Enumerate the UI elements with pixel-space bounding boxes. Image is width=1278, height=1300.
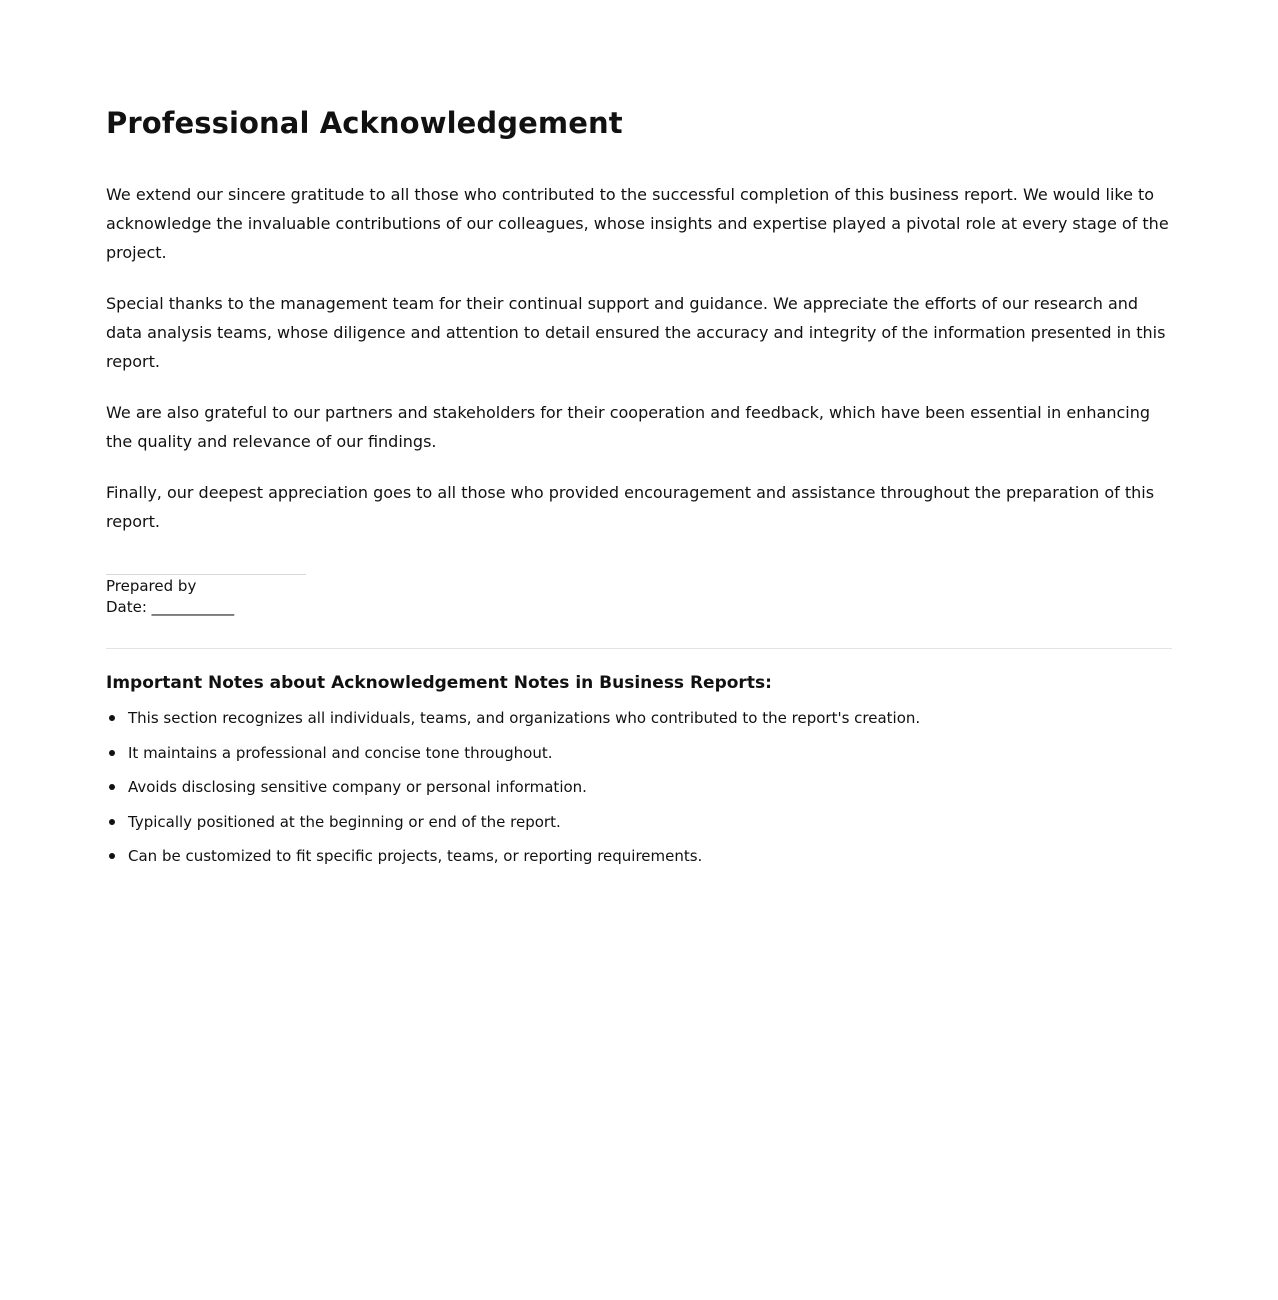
- notes-heading: Important Notes about Acknowledgement Notes in Business Reports:: [106, 673, 772, 693]
- list-item: [106, 811, 1172, 833]
- page-title: Professional Acknowledgement: [106, 106, 623, 140]
- list-item-text: This section recognizes all individuals, teams, and organizations who contributed to the report's creation.: [128, 709, 921, 727]
- list-item: [106, 707, 1172, 729]
- paragraph: Special thanks to the management team for their continual support and guidance. We appreciate the efforts of our research and data analysis teams, whose diligence and attention to detail ensured the accuracy and integrity of the information presented in this report.: [106, 294, 1166, 371]
- list-item-text: Typically positioned at the beginning or end of the report.: [128, 812, 561, 831]
- list-item-text: Can be customized to fit specific projects, teams, or reporting requirements.: [128, 847, 703, 865]
- bullet-icon: [109, 819, 115, 825]
- paragraph: We extend our sincere gratitude to all those who contributed to the successful completion of this business report. We would like to acknowledge the invaluable contributions of our colleagues, whose insights and expertise played a pivotal role at every stage of the project.: [106, 185, 1169, 262]
- list-item-text: It maintains a professional and concise tone throughout.: [128, 743, 553, 762]
- paragraph: Finally, our deepest appreciation goes to all those who provided encouragement and assistance throughout the preparation of this report.: [106, 483, 1155, 531]
- section-divider: [106, 648, 1172, 649]
- list-item: [106, 776, 1172, 798]
- acknowledgement-body: [106, 180, 1172, 536]
- list-item-text: Avoids disclosing sensitive company or personal information.: [128, 778, 587, 796]
- document-page: [106, 0, 1172, 867]
- paragraph: We are also grateful to our partners and stakeholders for their cooperation and feedback, which have been essential in enhancing the quality and relevance of our findings.: [106, 403, 1150, 451]
- date-label: Date: ___________: [106, 598, 235, 616]
- bullet-icon: [109, 784, 115, 790]
- signature-block: [106, 574, 1172, 618]
- bullet-icon: [109, 715, 115, 721]
- signature-line: [106, 574, 306, 575]
- list-item: [106, 845, 1172, 867]
- list-item: [106, 742, 1172, 764]
- bullet-icon: [109, 750, 115, 756]
- prepared-by-label: Prepared by: [106, 577, 197, 595]
- bullet-icon: [109, 853, 115, 859]
- notes-list: [106, 707, 1172, 867]
